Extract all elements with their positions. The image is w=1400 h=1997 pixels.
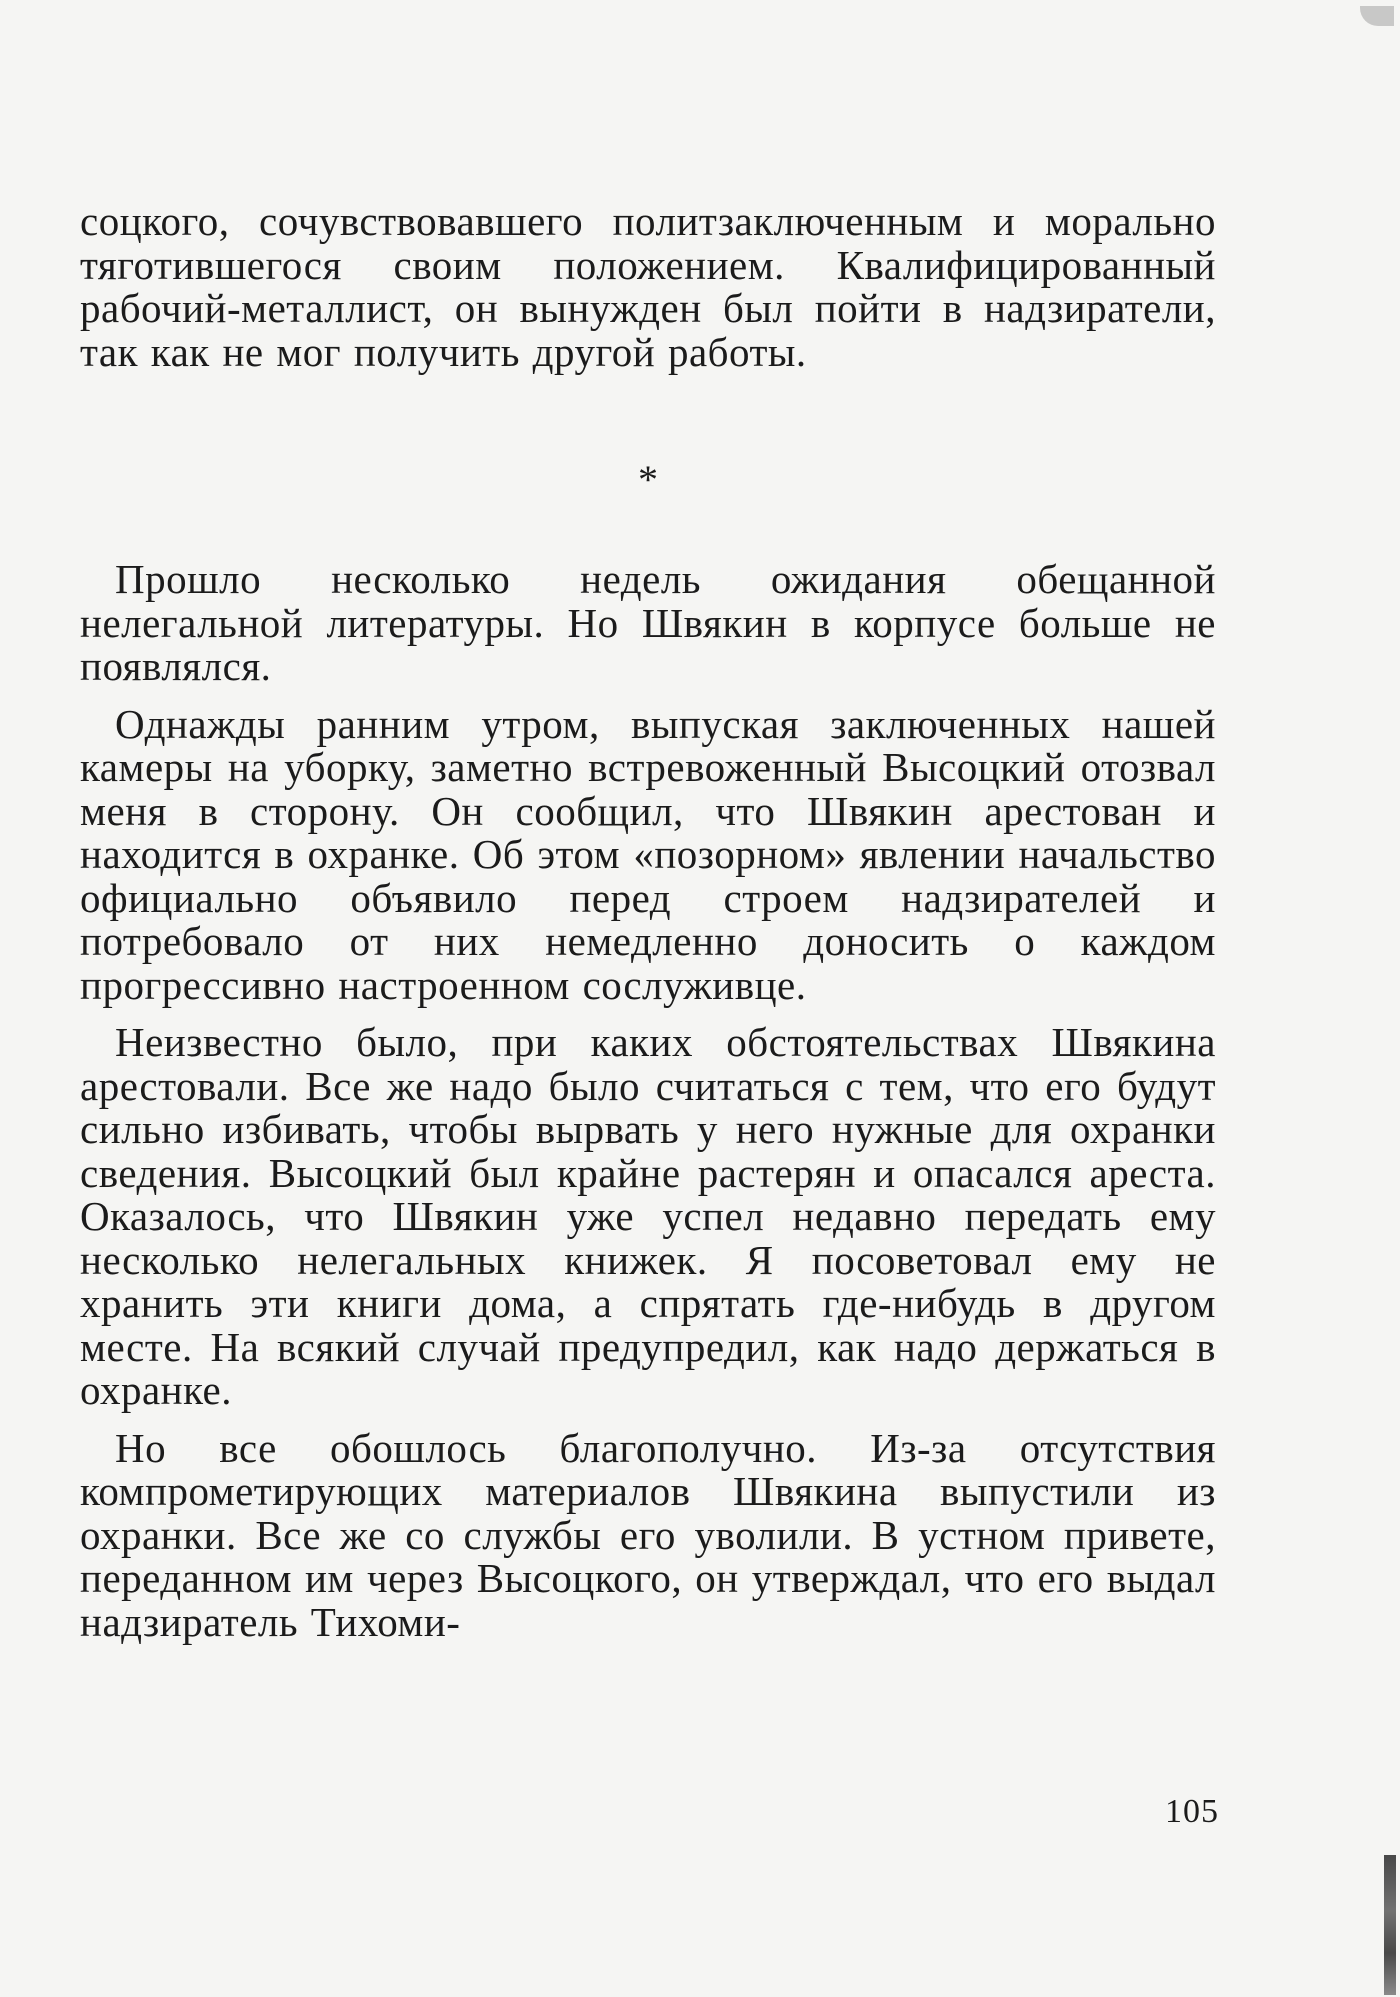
opening-paragraph: соцкого, сочувствовавшего политзаключенным и морально тяготившегося своим положением. Квалифицированный рабочий-металлист, он вынужден был пойти в надзиратели, так как не мог получить другой работы. (80, 198, 1216, 375)
opening-text (80, 200, 1216, 374)
paragraph-3: Неизвестно было, при каких обстоятельствах Швякина арестовали. Все же надо было считаться с тем, что его будут сильно избивать, чтобы вырвать у него нужные для охранки сведения. Высоцкий был крайне растерян и опасался ареста. Оказалось, что Швякин уже успел недавно передать ему несколько нелегальных книжек. Я посоветовал ему не хранить эти книги дома, а спрятать где-нибудь в другом месте. На всякий случай предупредил, как надо держаться в охранке. (80, 1019, 1216, 1413)
paragraph-4: Но все обошлось благополучно. Из-за отсутствия компрометирующих материалов Швякина выпустили из охранки. Все же со службы его уволили. В устном привете, переданном им через Высоцкого, он утверждал, что его выдал надзиратель Тихоми- (80, 1424, 1216, 1645)
body-text (80, 558, 1216, 1658)
paragraph-1: Прошло несколько недель ожидания обещанной нелегальной литературы. Но Швякин в корпусе больше не появлялся. (80, 556, 1216, 689)
section-separator: * (638, 457, 658, 502)
paragraph-2: Однажды ранним утром, выпуская заключенных нашей камеры на уборку, заметно встревоженный Высоцкий отозвал меня в сторону. Он сообщил, что Швякин арестован и находится в охранке. Об этом «позорном» явлении начальство официально объявило перед строем надзирателей и потребовало от них немедленно доносить о каждом прогрессивно настроенном сослуживце. (80, 700, 1216, 1008)
scan-corner-shadow (1360, 6, 1394, 26)
scan-edge-shadow (1384, 1855, 1396, 1995)
page-number: 105 (1165, 1793, 1219, 1830)
